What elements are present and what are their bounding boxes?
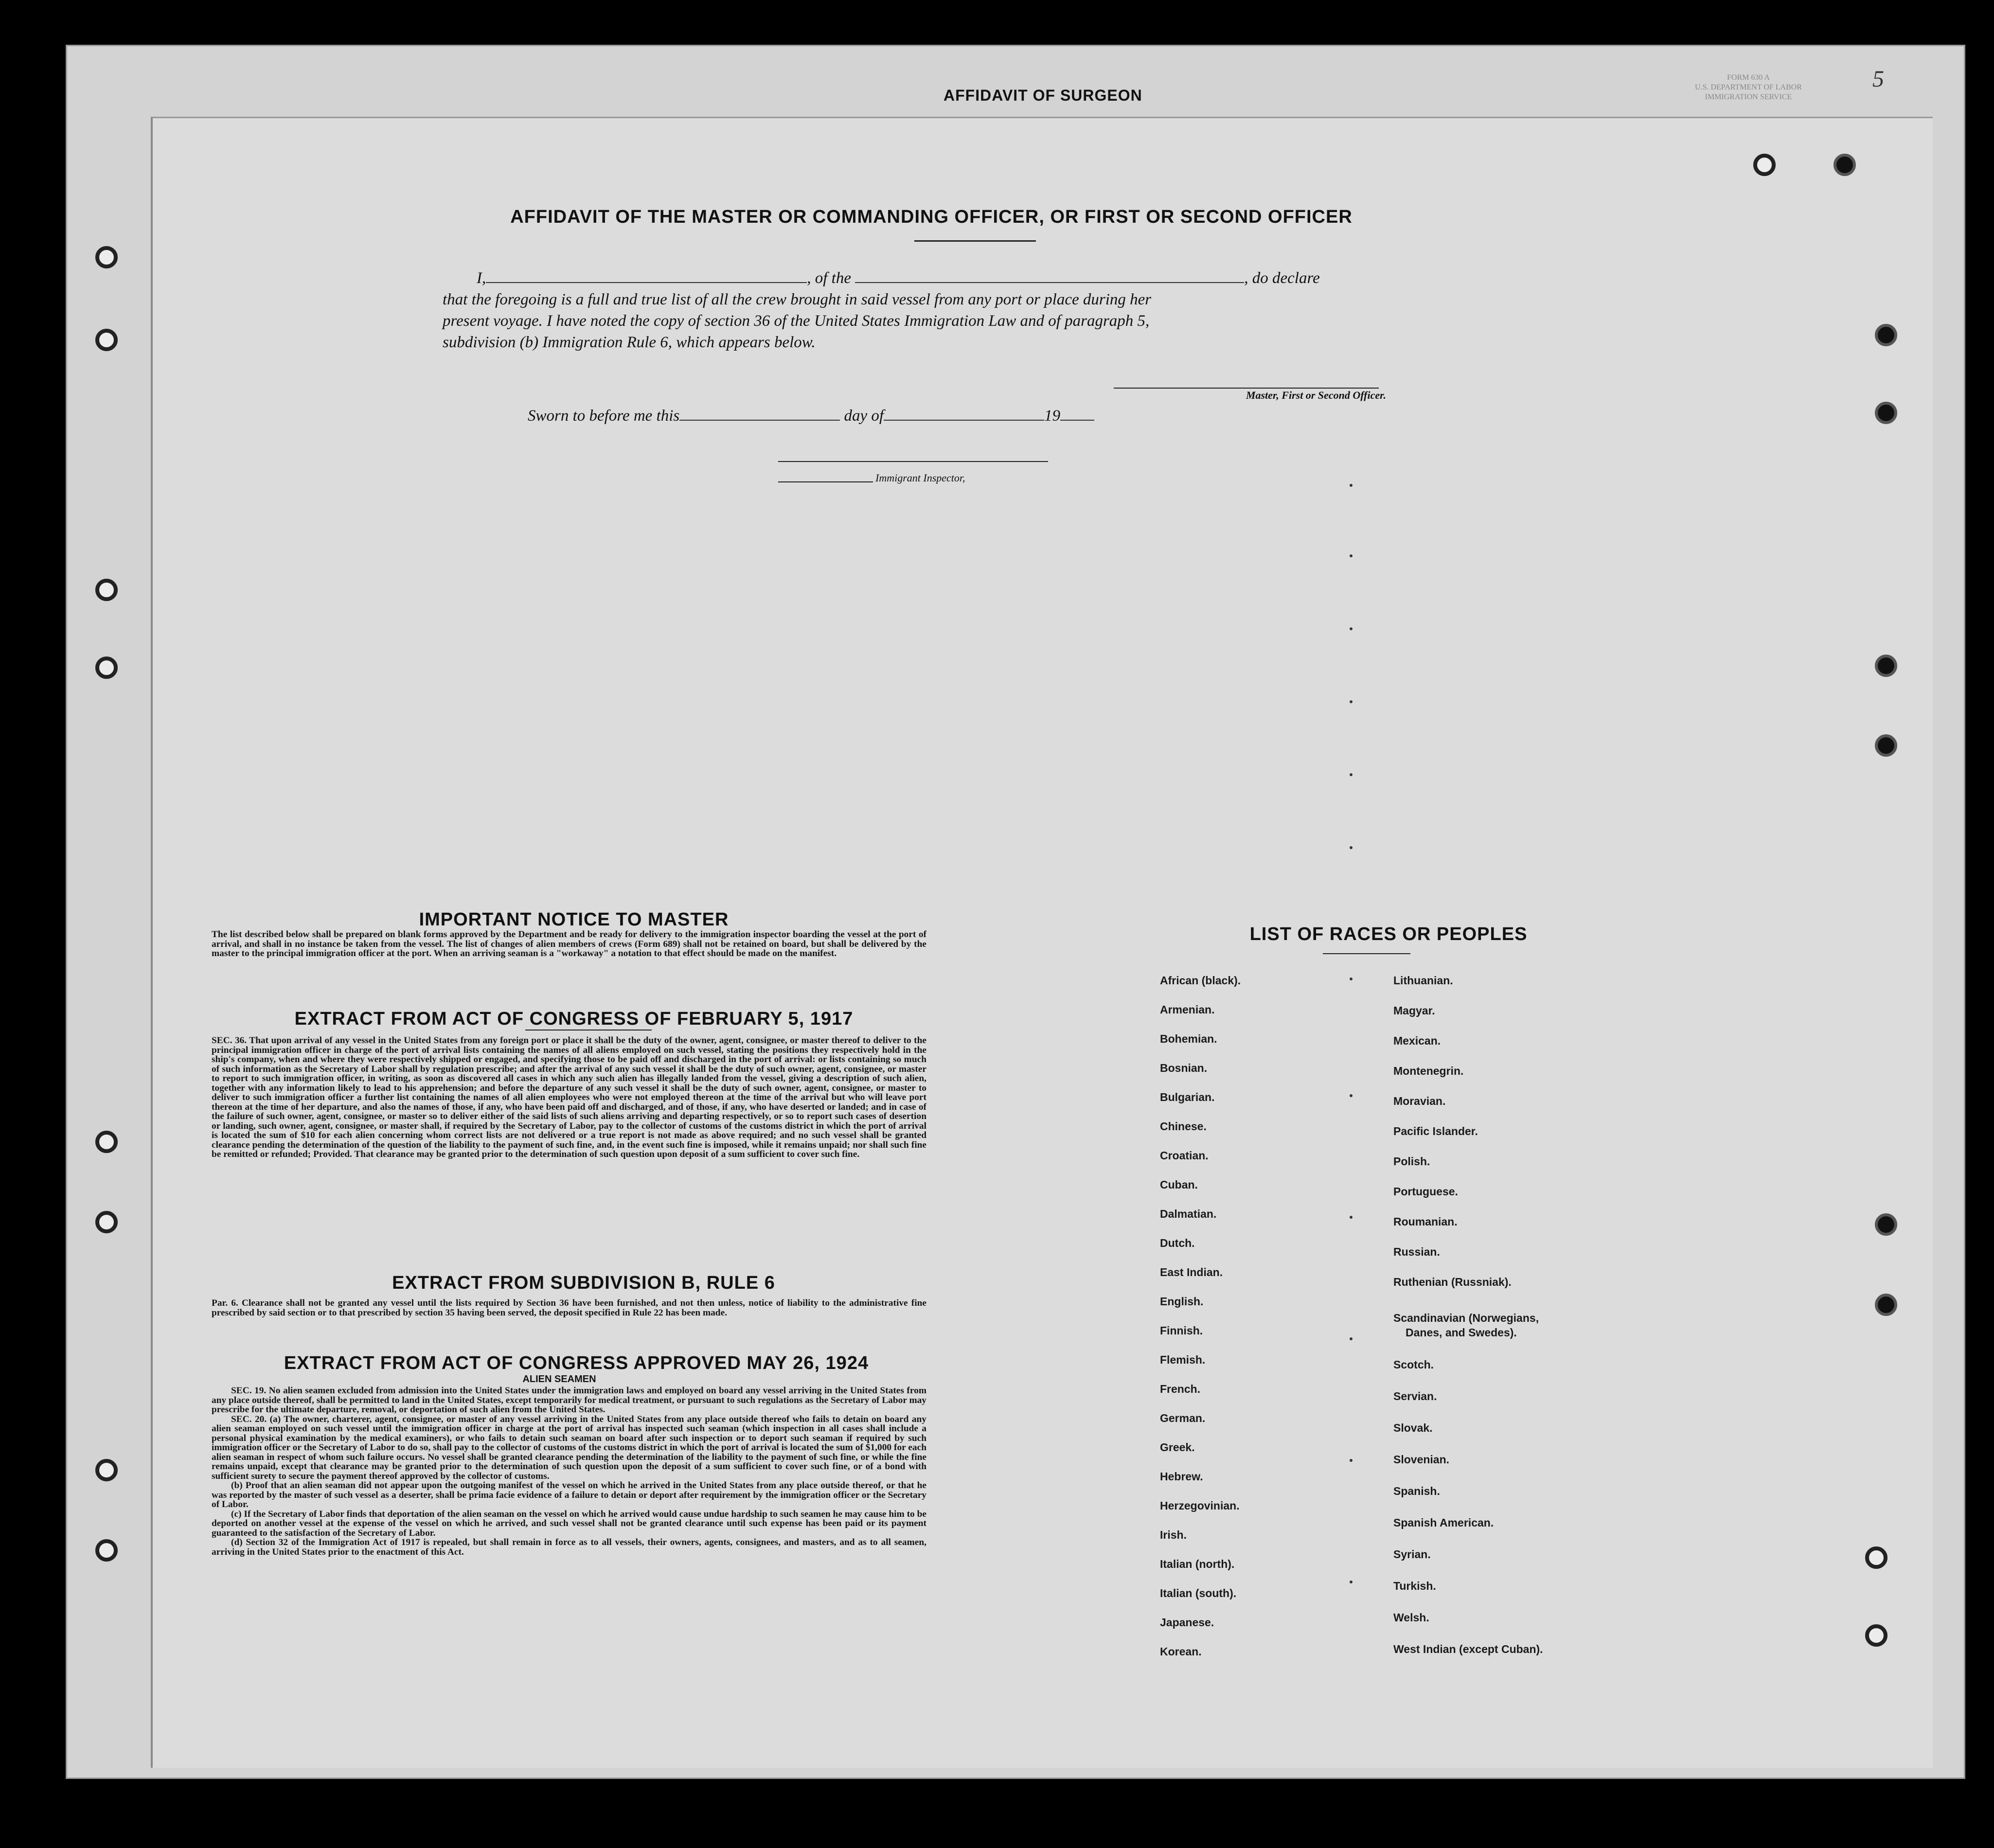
race-item: Welsh. — [1393, 1611, 1429, 1624]
races-title: LIST OF RACES OR PEOPLES — [1249, 924, 1528, 944]
month-blank — [884, 406, 1044, 421]
form-stamp — [1688, 73, 1809, 102]
race-item: Russian. — [1393, 1245, 1440, 1258]
race-item: Danes, and Swedes). — [1406, 1326, 1517, 1339]
top-heading: AFFIDAVIT OF SURGEON — [944, 87, 1142, 104]
race-item: Pacific Islander. — [1393, 1125, 1478, 1137]
signature-line — [1114, 388, 1379, 389]
divider — [914, 240, 1036, 242]
sworn-line — [528, 406, 1094, 425]
race-item: Irish. — [1160, 1528, 1187, 1541]
speck — [1350, 1459, 1353, 1462]
speck — [1350, 484, 1353, 487]
binder-hole — [1875, 734, 1897, 757]
extract-1917-title: EXTRACT FROM ACT OF CONGRESS OF FEBRUARY 5, 1917 — [294, 1009, 854, 1029]
race-item: English. — [1160, 1295, 1204, 1308]
binder-hole — [95, 246, 118, 268]
race-item: Dalmatian. — [1160, 1208, 1217, 1220]
binder-hole — [1834, 154, 1856, 176]
inspector-label: Immigrant Inspector, — [875, 472, 965, 484]
sworn-day-text: day of — [844, 407, 884, 425]
page-mark: 5 — [1872, 66, 1884, 92]
divider — [525, 1030, 652, 1031]
race-item: Chinese. — [1160, 1120, 1207, 1133]
race-item: Roumanian. — [1393, 1215, 1458, 1228]
race-item: Servian. — [1393, 1390, 1437, 1403]
race-item: Slovenian. — [1393, 1453, 1450, 1466]
declaration-line: subdivision (b) Immigration Rule 6, which appears below. — [443, 334, 816, 351]
race-item: Herzegovinian. — [1160, 1499, 1240, 1512]
race-item: Bulgarian. — [1160, 1091, 1215, 1103]
race-item: French. — [1160, 1383, 1201, 1395]
race-item: West Indian (except Cuban). — [1393, 1643, 1543, 1655]
divider — [1323, 953, 1410, 954]
race-item: Korean. — [1160, 1645, 1202, 1658]
extract-rule6-body: Par. 6. Clearance shall not be granted any vessel until the lists required by Section 36 have been furnished, and not then unless, notice of liability to the administrative fine prescribed by said section or to that prescribed by section 35 having been served, the deposit specified in Rule 22 has been made. — [212, 1298, 926, 1318]
declaration-line — [443, 267, 1381, 289]
extract-paragraph: (c) If the Secretary of Labor finds that deportation of the alien seaman on the vessel on which he arrived would cause undue hardship to such seamen he may cause him to be deported on another vessel at the expense of the vessel on which he arrived, and such vessel shall not be granted clearance until such expense has been paid or its payment guaranteed to the satisfaction of the Secretary of Labor. — [212, 1509, 926, 1538]
affidavit-title: AFFIDAVIT OF THE MASTER OR COMMANDING OFFICER, OR FIRST OR SECOND OFFICER — [510, 207, 1353, 227]
speck — [1350, 1216, 1353, 1219]
speck — [1350, 700, 1353, 703]
speck — [1350, 1094, 1353, 1097]
race-item: Finnish. — [1160, 1324, 1203, 1337]
binder-hole — [1865, 1546, 1887, 1569]
race-item: Spanish. — [1393, 1485, 1440, 1497]
binder-hole — [95, 1539, 118, 1562]
race-item: Bosnian. — [1160, 1062, 1208, 1074]
race-item: Montenegrin. — [1393, 1065, 1464, 1077]
extract-paragraph: SEC. 19. No alien seamen excluded from admission into the United States under the immigration laws and employed on board any vessel arriving in the United States from any place outside thereof, shall be permitted to land in the United States, except temporarily for medical treatment, or pursuant to such regulations as the Secretary of Labor may prescribe for the ultimate departure, removal, or deportation of such alien from the United States. — [212, 1386, 926, 1415]
race-item: Spanish American. — [1393, 1516, 1494, 1529]
declaration-text: I, — [477, 269, 486, 287]
extract-1924-body — [212, 1386, 926, 1557]
binder-hole — [1865, 1624, 1887, 1647]
declaration-line: that the foregoing is a full and true list of all the crew brought in said vessel from any port or place during her — [443, 291, 1152, 308]
speck — [1350, 977, 1353, 980]
race-item: Scandinavian (Norwegians, — [1393, 1312, 1539, 1324]
race-item: Armenian. — [1160, 1003, 1215, 1016]
sworn-year-text: 19 — [1044, 407, 1061, 425]
speck — [1350, 846, 1353, 849]
year-blank — [1060, 406, 1094, 421]
speck — [1350, 1581, 1353, 1583]
binder-hole — [1753, 154, 1776, 176]
race-item: Ruthenian (Russniak). — [1393, 1276, 1512, 1288]
race-item: Bohemian. — [1160, 1032, 1217, 1045]
notice-title: IMPORTANT NOTICE TO MASTER — [419, 909, 729, 930]
race-item: African (black). — [1160, 974, 1241, 987]
vessel-blank — [855, 268, 1244, 283]
declaration-text: , do declare — [1244, 269, 1320, 287]
race-item: Turkish. — [1393, 1580, 1436, 1592]
race-item: Italian (south). — [1160, 1587, 1237, 1599]
binder-hole — [95, 1459, 118, 1481]
binder-hole — [95, 1131, 118, 1153]
extract-1924-title: EXTRACT FROM ACT OF CONGRESS APPROVED MAY 26, 1924 — [284, 1353, 869, 1373]
binder-hole — [1875, 1294, 1897, 1316]
name-blank — [486, 268, 807, 283]
race-item: Scotch. — [1393, 1358, 1434, 1371]
binder-hole — [95, 1211, 118, 1233]
race-item: Japanese. — [1160, 1616, 1214, 1629]
race-item: East Indian. — [1160, 1266, 1223, 1279]
race-item: Flemish. — [1160, 1353, 1206, 1366]
race-item: Croatian. — [1160, 1149, 1209, 1162]
race-item: Greek. — [1160, 1441, 1195, 1454]
binder-hole — [95, 579, 118, 601]
declaration-text: , of the — [807, 269, 851, 287]
extract-rule6-title: EXTRACT FROM SUBDIVISION B, RULE 6 — [392, 1273, 775, 1293]
stamp-line: IMMIGRATION SERVICE — [1705, 93, 1792, 101]
inspector-line — [778, 481, 873, 482]
race-item: Dutch. — [1160, 1237, 1195, 1249]
race-item: Mexican. — [1393, 1034, 1441, 1047]
race-item: Moravian. — [1393, 1095, 1446, 1107]
sworn-text: Sworn to before me this — [528, 407, 680, 425]
binder-hole — [1875, 324, 1897, 346]
race-item: German. — [1160, 1412, 1206, 1424]
speck — [1350, 1337, 1353, 1340]
binder-hole — [1875, 655, 1897, 677]
extract-paragraph: SEC. 20. (a) The owner, charterer, agent, consignee, or master of any vessel arriving in the United States from any place outside thereof who fails to detain on board any alien seaman employed on such vessel until the immigration officer in charge at the port of arrival has inspected such seaman (which inspection in all cases shall include a personal physical examination by the medical examiners), or who fails to detain such seaman on board after such inspection or to deport such seaman if required by such immigration officer or the Secretary of Labor to do so, shall pay to the collector of customs of the customs district in which the port of arrival is located the sum of $1,000 for each alien seaman in respect of whom such failure occurs. No vessel shall be granted clearance pending the determination of the liability to the payment of such fine, or while the fine remains unpaid, except that clearance may be granted prior to the determination of such question upon the deposit of a sum sufficient to cover such fine, or of a bond with sufficient surety to secure the payment thereof approved by the collector of customs. — [212, 1414, 926, 1481]
declaration-text — [443, 267, 1381, 353]
stamp-line: FORM 630 A — [1727, 73, 1770, 82]
binder-hole — [95, 657, 118, 679]
extract-paragraph: (d) Section 32 of the Immigration Act of 1917 is repealed, but shall remain in force as to all vessels, their owners, agents, consignees, and masters, and as to all seamen, arriving in the United States prior to the enactment of this Act. — [212, 1537, 926, 1557]
race-item: Hebrew. — [1160, 1470, 1203, 1483]
race-item: Syrian. — [1393, 1548, 1431, 1561]
extract-paragraph: (b) Proof that an alien seaman did not appear upon the outgoing manifest of the vessel on which he arrived in the United States from any place outside thereof, or that he was reported by the master of such vessel as a deserter, shall be prima facie evidence of a failure to detain or deport after requirement by the immigration officer or the Secretary of Labor. — [212, 1480, 926, 1510]
binder-hole — [1875, 402, 1897, 424]
race-item: Italian (north). — [1160, 1558, 1235, 1570]
race-item: Portuguese. — [1393, 1185, 1458, 1198]
race-item: Magyar. — [1393, 1004, 1435, 1017]
speck — [1350, 773, 1353, 776]
race-item: Slovak. — [1393, 1422, 1433, 1434]
race-item: Lithuanian. — [1393, 974, 1453, 987]
race-item: Polish. — [1393, 1155, 1430, 1168]
signature-label: Master, First or Second Officer. — [1246, 389, 1386, 401]
extract-1924-subtitle: ALIEN SEAMEN — [522, 1374, 596, 1385]
binder-hole — [95, 329, 118, 351]
speck — [1350, 554, 1353, 557]
day-blank — [679, 406, 840, 421]
inspector-line — [778, 461, 1048, 462]
stamp-line: U.S. DEPARTMENT OF LABOR — [1695, 83, 1802, 91]
binder-hole — [1875, 1213, 1897, 1236]
race-item: Cuban. — [1160, 1178, 1198, 1191]
speck — [1350, 627, 1353, 630]
extract-1917-body: SEC. 36. That upon arrival of any vessel in the United States from any foreign port or place it shall be the duty of the owner, agent, consignee, or master thereof to deliver to the principal immigration officer in charge of the port of arrival lists containing the names of all aliens employed on such vessel, stating the positions they respectively hold in the ship's company, when and where they were respectively shipped or engaged, and specifying those to be paid off and discharged in the port of arrival: or lists containing so much of such information as the Secretary of Labor shall by regulation prescribe; and after the arrival of any such vessel it shall be the duty of such owner, agent, consignee, or master to report to such immigration officer, in writing, as soon as discovered all cases in which any such alien has illegally landed from the vessel, giving a description of such alien, together with any information likely to lead to his apprehension; and before the departure of any such vessel it shall be the duty of such owner, agent, consignee, or master to deliver to such immigration officer a further list containing the names of all alien employees who were not employed thereon at the time of the arrival but who will leave port thereon at the time of her departure, and also the names of those, if any, who have been paid off and discharged, and of those, if any, who have deserted or landed; and in case of the failure of such owner, agent, consignee, or master so to deliver either of the said lists of such aliens arriving and departing respectively, or so to report such cases of desertion or landing, such owner, agent, consignee, or master shall, if required by the Secretary of Labor, pay to the collector of customs of the customs district in which the port of arrival is located the sum of $10 for each alien concerning whom correct lists are not delivered or a true report is not made as above required; and no such vessel shall be granted clearance pending the determination of the question of the liability to the payment of such fine, and, in the event such fine is imposed, while it remains unpaid; nor shall such fine be remitted or refunded; Provided. That clearance may be granted prior to the determination of such question upon deposit of a sum sufficient to cover such fine. — [212, 1035, 926, 1159]
declaration-line: present voyage. I have noted the copy of section 36 of the United States Immigration Law and of paragraph 5, — [443, 312, 1150, 330]
notice-body: The list described below shall be prepared on blank forms approved by the Department and be ready for delivery to the immigration inspector boarding the vessel at the port of arrival, and shall in no instance be taken from the vessel. The list of changes of alien members of crews (Form 689) shall not be retained on board, but shall be delivered by the master to the principal immigration officer at the port. When an arriving seaman is a "workaway" a notation to that effect should be made on the manifest. — [212, 929, 926, 959]
